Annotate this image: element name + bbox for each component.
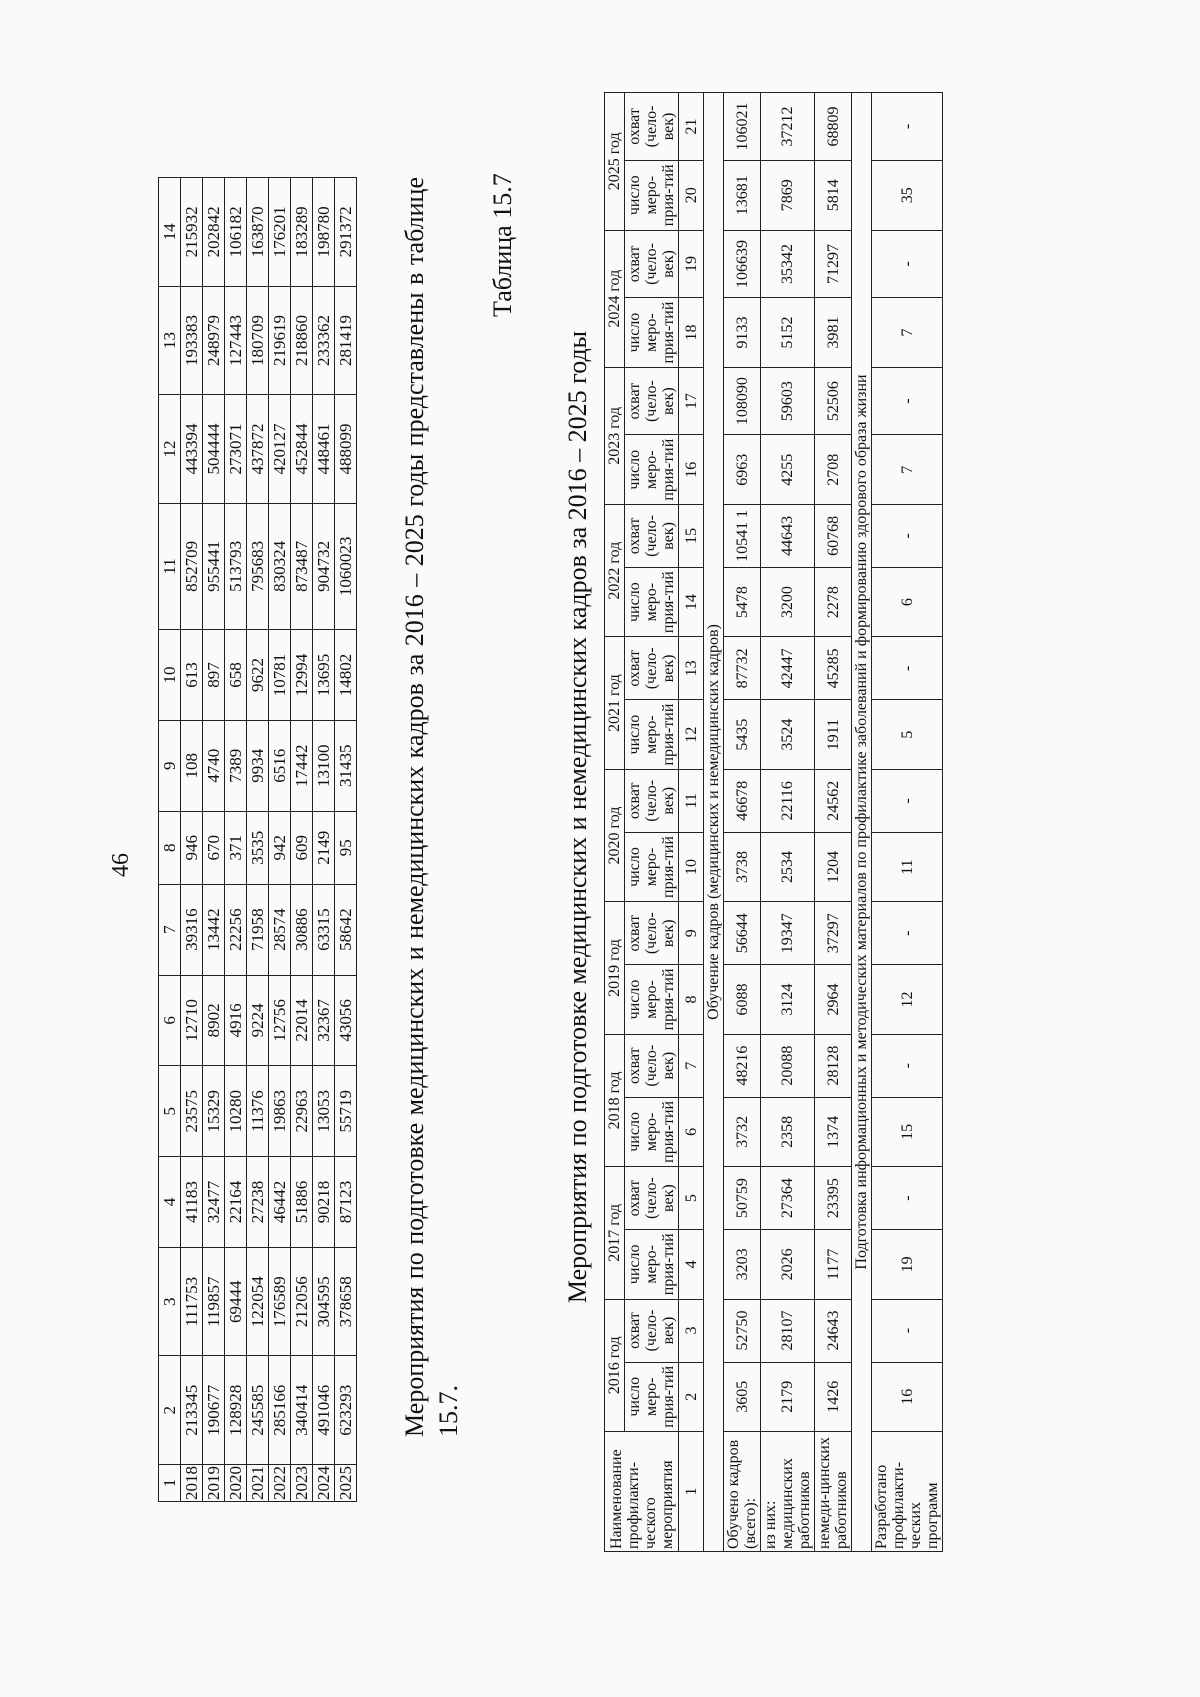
count-subheader: число меро-прия-тий bbox=[625, 1362, 679, 1431]
table-cell: 5435 bbox=[724, 700, 761, 769]
table-cell: 16 bbox=[872, 1362, 943, 1431]
table-cell: 3524 bbox=[761, 700, 815, 769]
year-header: 2017 год bbox=[605, 1167, 625, 1299]
training-measures-table bbox=[604, 92, 943, 1552]
table-cell: 28107 bbox=[761, 1299, 815, 1362]
table-cell: 488099 bbox=[335, 395, 357, 504]
table-cell: 513793 bbox=[225, 503, 247, 629]
table-cell: 4916 bbox=[225, 975, 247, 1066]
table-cell: 202842 bbox=[203, 178, 225, 287]
table-row bbox=[761, 93, 815, 1552]
table-cell: - bbox=[872, 1299, 943, 1362]
table-cell: 56644 bbox=[724, 902, 761, 965]
table-cell: 437872 bbox=[247, 395, 269, 504]
count-subheader: число меро-прия-тий bbox=[625, 700, 679, 769]
table-row bbox=[313, 178, 335, 1502]
table-cell: 111753 bbox=[181, 1247, 203, 1356]
table-cell: 22164 bbox=[225, 1157, 247, 1248]
table-row bbox=[247, 178, 269, 1502]
column-number: 11 bbox=[679, 769, 704, 832]
table-cell: 219619 bbox=[269, 286, 291, 395]
year-cell: 2021 bbox=[248, 1466, 267, 1500]
table-cell: 32367 bbox=[313, 975, 335, 1066]
column-number: 8 bbox=[679, 965, 704, 1034]
summary-data-table bbox=[158, 177, 357, 1502]
table-row bbox=[815, 93, 852, 1552]
table-cell: 5814 bbox=[815, 160, 852, 230]
table-cell: 52506 bbox=[815, 367, 852, 435]
table-cell: 3200 bbox=[761, 567, 815, 636]
column-number-row bbox=[679, 93, 704, 1552]
table-cell: 12994 bbox=[291, 630, 313, 721]
table-cell: 3605 bbox=[724, 1362, 761, 1431]
table-cell: 248979 bbox=[203, 286, 225, 395]
table-cell: 273071 bbox=[225, 395, 247, 504]
coverage-subheader: охват (чело-век) bbox=[625, 230, 679, 298]
column-number: 3 bbox=[679, 1299, 704, 1362]
page-number: 46 bbox=[108, 853, 134, 877]
column-header: 11 bbox=[159, 503, 181, 629]
table-cell: 8902 bbox=[203, 975, 225, 1066]
table-cell: 51886 bbox=[291, 1157, 313, 1248]
table-cell: 873487 bbox=[291, 503, 313, 629]
count-subheader: число меро-прия-тий bbox=[625, 567, 679, 636]
table-cell: 448461 bbox=[313, 395, 335, 504]
table-cell: 670 bbox=[203, 811, 225, 884]
table-cell: 5152 bbox=[761, 298, 815, 367]
year-header: 2016 год bbox=[605, 1299, 625, 1431]
row-name: Обучено кадров (всего): bbox=[724, 1432, 761, 1552]
table-cell: 7 bbox=[872, 435, 943, 504]
row-name: из них: медицинских работников bbox=[761, 1432, 815, 1552]
table-cell: 7389 bbox=[225, 720, 247, 811]
column-number: 21 bbox=[679, 93, 704, 161]
year-header: 2025 год bbox=[605, 93, 625, 231]
table-cell: 183289 bbox=[291, 178, 313, 287]
column-number: 10 bbox=[679, 832, 704, 901]
intro-paragraph: Мероприятия по подготовке медицинских и немедицинских кадров за 2016 – 2025 годы представлены в таблице 15.7. bbox=[400, 177, 463, 1437]
table-cell: 46442 bbox=[269, 1157, 291, 1248]
column-number: 2 bbox=[679, 1362, 704, 1431]
table-cell: 95 bbox=[335, 811, 357, 884]
table-cell: 122054 bbox=[247, 1247, 269, 1356]
table-cell: 106639 bbox=[724, 230, 761, 298]
table-cell: 6516 bbox=[269, 720, 291, 811]
table-cell: 1060023 bbox=[335, 503, 357, 629]
table-cell: 942 bbox=[269, 811, 291, 884]
table-row bbox=[291, 178, 313, 1502]
subheader-row bbox=[625, 93, 679, 1552]
table-cell: 3738 bbox=[724, 832, 761, 901]
table-cell: 2149 bbox=[313, 811, 335, 884]
table-cell: 12756 bbox=[269, 975, 291, 1066]
table-cell: 7 bbox=[872, 298, 943, 367]
table-cell: 12710 bbox=[181, 975, 203, 1066]
column-header: 8 bbox=[159, 811, 181, 884]
table-cell: 108090 bbox=[724, 367, 761, 435]
table-cell: 904732 bbox=[313, 503, 335, 629]
table-cell: 13053 bbox=[313, 1066, 335, 1157]
column-header: 3 bbox=[159, 1247, 181, 1356]
table-cell: 609 bbox=[291, 811, 313, 884]
table-cell: 11376 bbox=[247, 1066, 269, 1157]
table-cell: 20088 bbox=[761, 1034, 815, 1097]
count-subheader: число меро-прия-тий bbox=[625, 965, 679, 1034]
table-cell: 5478 bbox=[724, 567, 761, 636]
table-cell: 795683 bbox=[247, 503, 269, 629]
table-cell: 304595 bbox=[313, 1247, 335, 1356]
year-cell: 2025 bbox=[336, 1466, 355, 1500]
table-cell: 5 bbox=[872, 700, 943, 769]
column-header: 5 bbox=[159, 1066, 181, 1157]
coverage-subheader: охват (чело-век) bbox=[625, 367, 679, 435]
column-number: 20 bbox=[679, 160, 704, 230]
table-cell: 28574 bbox=[269, 884, 291, 975]
table-cell: - bbox=[872, 93, 943, 161]
table-cell: 10280 bbox=[225, 1066, 247, 1157]
table-cell: 3981 bbox=[815, 298, 852, 367]
table-cell: 3124 bbox=[761, 965, 815, 1034]
table-cell: 2534 bbox=[761, 832, 815, 901]
table-cell: 9224 bbox=[247, 975, 269, 1066]
year-header: 2022 год bbox=[605, 504, 625, 636]
table-cell: - bbox=[872, 902, 943, 965]
table-cell: 15 bbox=[872, 1097, 943, 1166]
column-number: 4 bbox=[679, 1230, 704, 1299]
table-cell: 2708 bbox=[815, 435, 852, 504]
table-cell: 128928 bbox=[225, 1356, 247, 1465]
table-cell: 378658 bbox=[335, 1247, 357, 1356]
table-row bbox=[225, 178, 247, 1502]
table-cell: 2278 bbox=[815, 567, 852, 636]
year-cell: 2022 bbox=[270, 1466, 289, 1500]
table-cell: 45285 bbox=[815, 637, 852, 700]
table-cell: 59603 bbox=[761, 367, 815, 435]
section-row bbox=[852, 93, 872, 1552]
table-cell: 42447 bbox=[761, 637, 815, 700]
column-number: 18 bbox=[679, 298, 704, 367]
table-row bbox=[181, 178, 203, 1502]
row-name: немеди-цинских работников bbox=[815, 1432, 852, 1552]
table-cell: 11 bbox=[872, 832, 943, 901]
column-header: 13 bbox=[159, 286, 181, 395]
table-cell: - bbox=[872, 230, 943, 298]
table-cell: 28128 bbox=[815, 1034, 852, 1097]
coverage-subheader: охват (чело-век) bbox=[625, 504, 679, 567]
table-cell: - bbox=[872, 1167, 943, 1230]
table-cell: 371 bbox=[225, 811, 247, 884]
table-cell: - bbox=[872, 504, 943, 567]
table-cell: - bbox=[872, 1034, 943, 1097]
table-cell: 9133 bbox=[724, 298, 761, 367]
column-number: 19 bbox=[679, 230, 704, 298]
table-cell: 22014 bbox=[291, 975, 313, 1066]
table-cell: 4740 bbox=[203, 720, 225, 811]
column-number: 17 bbox=[679, 367, 704, 435]
table-cell: 291372 bbox=[335, 178, 357, 287]
table-cell: 180709 bbox=[247, 286, 269, 395]
table-cell: 32477 bbox=[203, 1157, 225, 1248]
table-cell: 6 bbox=[872, 567, 943, 636]
column-number: 12 bbox=[679, 700, 704, 769]
table-cell: 44643 bbox=[761, 504, 815, 567]
count-subheader: число меро-прия-тий bbox=[625, 832, 679, 901]
table-cell: 163870 bbox=[247, 178, 269, 287]
table-cell: 10781 bbox=[269, 630, 291, 721]
table-cell: 19347 bbox=[761, 902, 815, 965]
year-cell: 2018 bbox=[182, 1466, 201, 1500]
table-cell: 9622 bbox=[247, 630, 269, 721]
table-row bbox=[203, 178, 225, 1502]
table-cell: 43056 bbox=[335, 975, 357, 1066]
table-row bbox=[269, 178, 291, 1502]
table-cell: 6088 bbox=[724, 965, 761, 1034]
column-header: 14 bbox=[159, 178, 181, 287]
column-header: 10 bbox=[159, 630, 181, 721]
table-cell: 212056 bbox=[291, 1247, 313, 1356]
table-cell: 1911 bbox=[815, 700, 852, 769]
table-cell: 10541 1 bbox=[724, 504, 761, 567]
table-cell: 1426 bbox=[815, 1362, 852, 1431]
table-cell: 119857 bbox=[203, 1247, 225, 1356]
table-cell: 1177 bbox=[815, 1230, 852, 1299]
table-cell: 90218 bbox=[313, 1157, 335, 1248]
column-number: 5 bbox=[679, 1167, 704, 1230]
column-number: 7 bbox=[679, 1034, 704, 1097]
table-cell: 955441 bbox=[203, 503, 225, 629]
table-cell: 946 bbox=[181, 811, 203, 884]
table-row bbox=[335, 178, 357, 1502]
table-cell: 2026 bbox=[761, 1230, 815, 1299]
coverage-subheader: охват (чело-век) bbox=[625, 1299, 679, 1362]
coverage-subheader: охват (чело-век) bbox=[625, 1034, 679, 1097]
table-cell: 63315 bbox=[313, 884, 335, 975]
year-header: 2023 год bbox=[605, 367, 625, 504]
column-number: 16 bbox=[679, 435, 704, 504]
column-number: 9 bbox=[679, 902, 704, 965]
count-subheader: число меро-прия-тий bbox=[625, 160, 679, 230]
year-cell: 2020 bbox=[226, 1466, 245, 1500]
table-cell: 4255 bbox=[761, 435, 815, 504]
table-number: Таблица 15.7 bbox=[488, 173, 517, 317]
table-cell: 176201 bbox=[269, 178, 291, 287]
table-cell: 443394 bbox=[181, 395, 203, 504]
table-cell: 1374 bbox=[815, 1097, 852, 1166]
coverage-subheader: охват (чело-век) bbox=[625, 93, 679, 161]
column-number: 14 bbox=[679, 567, 704, 636]
table-cell: 58642 bbox=[335, 884, 357, 975]
table-cell: 35342 bbox=[761, 230, 815, 298]
table-cell: 37297 bbox=[815, 902, 852, 965]
column-header: 6 bbox=[159, 975, 181, 1066]
table-cell: 420127 bbox=[269, 395, 291, 504]
table-cell: 233362 bbox=[313, 286, 335, 395]
table-cell: 106021 bbox=[724, 93, 761, 161]
table-cell: 13442 bbox=[203, 884, 225, 975]
year-header: 2020 год bbox=[605, 769, 625, 901]
table-cell: 23395 bbox=[815, 1167, 852, 1230]
table-row bbox=[872, 93, 943, 1552]
table-cell: 613 bbox=[181, 630, 203, 721]
table-cell: 68809 bbox=[815, 93, 852, 161]
table-cell: 12 bbox=[872, 965, 943, 1034]
table-cell: 22963 bbox=[291, 1066, 313, 1157]
row-name: Разработано профилакти-ческих программ bbox=[872, 1432, 943, 1552]
section-title: Подготовка информационных и методических материалов по профилактике заболеваний и формированию здорового образа жизни bbox=[852, 93, 872, 1552]
table-cell: 24643 bbox=[815, 1299, 852, 1362]
column-number: 1 bbox=[679, 1432, 704, 1552]
table-cell: 6963 bbox=[724, 435, 761, 504]
table-cell: 285166 bbox=[269, 1356, 291, 1465]
table-cell: 215932 bbox=[181, 178, 203, 287]
year-header: 2021 год bbox=[605, 637, 625, 769]
table-cell: 71297 bbox=[815, 230, 852, 298]
table-cell: 106182 bbox=[225, 178, 247, 287]
table-cell: 48216 bbox=[724, 1034, 761, 1097]
table-cell: 87123 bbox=[335, 1157, 357, 1248]
table-cell: 452844 bbox=[291, 395, 313, 504]
table-cell: 190677 bbox=[203, 1356, 225, 1465]
table-cell: 27238 bbox=[247, 1157, 269, 1248]
table-cell: 658 bbox=[225, 630, 247, 721]
table-cell: 52750 bbox=[724, 1299, 761, 1362]
section-row bbox=[704, 93, 724, 1552]
table-cell: 35 bbox=[872, 160, 943, 230]
table-cell: 213345 bbox=[181, 1356, 203, 1465]
table-cell: 198780 bbox=[313, 178, 335, 287]
table-cell: 3732 bbox=[724, 1097, 761, 1166]
table-title: Мероприятия по подготовке медицинских и немедицинских кадров за 2016 – 2025 годы bbox=[563, 330, 592, 1304]
table-cell: 15329 bbox=[203, 1066, 225, 1157]
table-cell: 504444 bbox=[203, 395, 225, 504]
table-cell: 245585 bbox=[247, 1356, 269, 1465]
table-cell: 71958 bbox=[247, 884, 269, 975]
table-cell: 17442 bbox=[291, 720, 313, 811]
year-cell: 2024 bbox=[314, 1466, 333, 1500]
column-number: 15 bbox=[679, 504, 704, 567]
table-cell: 7869 bbox=[761, 160, 815, 230]
table-cell: 852709 bbox=[181, 503, 203, 629]
coverage-subheader: охват (чело-век) bbox=[625, 637, 679, 700]
count-subheader: число меро-прия-тий bbox=[625, 1097, 679, 1166]
table-cell: 127443 bbox=[225, 286, 247, 395]
column-header: 7 bbox=[159, 884, 181, 975]
table-cell: 14802 bbox=[335, 630, 357, 721]
table-cell: - bbox=[872, 367, 943, 435]
table-cell: 13100 bbox=[313, 720, 335, 811]
table-cell: 176589 bbox=[269, 1247, 291, 1356]
name-column-header: Наименование профилакти-ческого мероприятия bbox=[605, 1432, 679, 1552]
column-header: 9 bbox=[159, 720, 181, 811]
table-cell: 69444 bbox=[225, 1247, 247, 1356]
table-row bbox=[724, 93, 761, 1552]
table-cell: 24562 bbox=[815, 769, 852, 832]
table-cell: 491046 bbox=[313, 1356, 335, 1465]
year-cell: 2023 bbox=[292, 1466, 311, 1500]
table-header-row bbox=[159, 178, 181, 1502]
table-cell: 623293 bbox=[335, 1356, 357, 1465]
table-cell: 13695 bbox=[313, 630, 335, 721]
table-cell: - bbox=[872, 769, 943, 832]
table-cell: 87732 bbox=[724, 637, 761, 700]
table-cell: - bbox=[872, 637, 943, 700]
table-cell: 23575 bbox=[181, 1066, 203, 1157]
column-header: 2 bbox=[159, 1356, 181, 1465]
table-cell: 3535 bbox=[247, 811, 269, 884]
table-cell: 3203 bbox=[724, 1230, 761, 1299]
table-cell: 22116 bbox=[761, 769, 815, 832]
table-cell: 50759 bbox=[724, 1167, 761, 1230]
table-cell: 2358 bbox=[761, 1097, 815, 1166]
column-number: 6 bbox=[679, 1097, 704, 1166]
table-cell: 19 bbox=[872, 1230, 943, 1299]
count-subheader: число меро-прия-тий bbox=[625, 1230, 679, 1299]
table-cell: 830324 bbox=[269, 503, 291, 629]
table-cell: 39316 bbox=[181, 884, 203, 975]
table-cell: 2964 bbox=[815, 965, 852, 1034]
table-cell: 30886 bbox=[291, 884, 313, 975]
count-subheader: число меро-прия-тий bbox=[625, 298, 679, 367]
table-cell: 46678 bbox=[724, 769, 761, 832]
table-cell: 218860 bbox=[291, 286, 313, 395]
table-cell: 1204 bbox=[815, 832, 852, 901]
table-cell: 13681 bbox=[724, 160, 761, 230]
table-cell: 340414 bbox=[291, 1356, 313, 1465]
year-header: 2019 год bbox=[605, 902, 625, 1034]
count-subheader: число меро-прия-тий bbox=[625, 435, 679, 504]
section-title: Обучение кадров (медицинских и немедицинских кадров) bbox=[704, 93, 724, 1552]
table-cell: 55719 bbox=[335, 1066, 357, 1157]
table-cell: 193383 bbox=[181, 286, 203, 395]
table-cell: 9934 bbox=[247, 720, 269, 811]
table-cell: 281419 bbox=[335, 286, 357, 395]
table-cell: 22256 bbox=[225, 884, 247, 975]
column-number: 13 bbox=[679, 637, 704, 700]
year-cell: 2019 bbox=[204, 1466, 223, 1500]
coverage-subheader: охват (чело-век) bbox=[625, 902, 679, 965]
column-header: 1 bbox=[159, 1465, 181, 1502]
year-header: 2024 год bbox=[605, 230, 625, 367]
table-cell: 19863 bbox=[269, 1066, 291, 1157]
year-header-row bbox=[605, 93, 625, 1552]
column-header: 12 bbox=[159, 395, 181, 504]
table-cell: 2179 bbox=[761, 1362, 815, 1431]
year-header: 2018 год bbox=[605, 1034, 625, 1166]
table-cell: 41183 bbox=[181, 1157, 203, 1248]
table-cell: 31435 bbox=[335, 720, 357, 811]
table-cell: 60768 bbox=[815, 504, 852, 567]
coverage-subheader: охват (чело-век) bbox=[625, 1167, 679, 1230]
table-cell: 108 bbox=[181, 720, 203, 811]
table-cell: 897 bbox=[203, 630, 225, 721]
table-cell: 27364 bbox=[761, 1167, 815, 1230]
column-header: 4 bbox=[159, 1157, 181, 1248]
coverage-subheader: охват (чело-век) bbox=[625, 769, 679, 832]
table-cell: 37212 bbox=[761, 93, 815, 161]
